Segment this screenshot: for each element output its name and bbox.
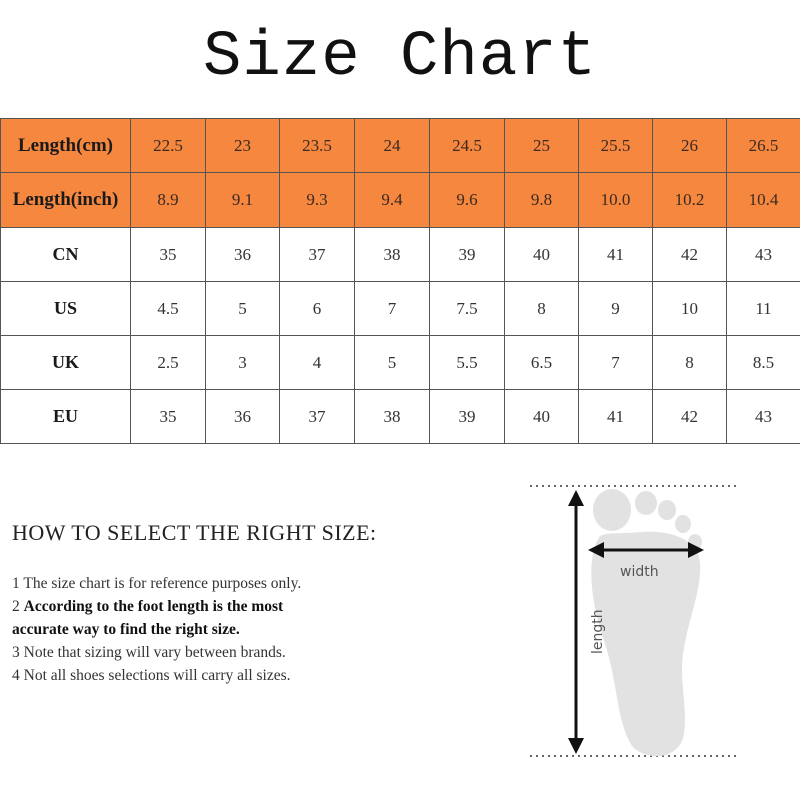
row-label: Length(cm) [1, 119, 131, 173]
size-cell: 37 [280, 228, 355, 282]
foot-measure-diagram [520, 476, 800, 766]
size-cell: 40 [505, 390, 579, 444]
width-label: width [620, 564, 659, 580]
size-cell: 5 [206, 282, 280, 336]
size-row-length-inch [1, 173, 800, 228]
size-cell: 7.5 [430, 282, 505, 336]
row-label: US [1, 282, 131, 336]
note-2-continued: accurate way to find the right size. [12, 621, 240, 638]
size-cell: 9.3 [280, 173, 355, 228]
size-row-eu [1, 390, 800, 444]
size-cell: 8.5 [727, 336, 800, 390]
foot-shape [591, 489, 702, 756]
note-2: 2 According to the foot length is the most [12, 598, 284, 615]
size-cell: 26 [653, 119, 727, 173]
size-cell: 25 [505, 119, 579, 173]
size-row-length-cm [1, 119, 800, 173]
size-chart-table [0, 118, 800, 444]
length-arrow [568, 490, 584, 754]
size-cell: 6.5 [505, 336, 579, 390]
size-cell: 5 [355, 336, 430, 390]
size-cell: 35 [131, 228, 206, 282]
size-row-cn [1, 228, 800, 282]
size-cell: 9.8 [505, 173, 579, 228]
size-cell: 25.5 [579, 119, 653, 173]
page-title: Size Chart [202, 22, 598, 94]
size-cell: 38 [355, 390, 430, 444]
size-cell: 4.5 [131, 282, 206, 336]
row-label: Length(inch) [1, 173, 131, 228]
foot-outline-icon [520, 476, 800, 766]
size-cell: 3 [206, 336, 280, 390]
size-cell: 10.2 [653, 173, 727, 228]
size-cell: 43 [727, 390, 800, 444]
size-cell: 8.9 [131, 173, 206, 228]
size-cell: 42 [653, 228, 727, 282]
size-cell: 8 [653, 336, 727, 390]
size-cell: 9.1 [206, 173, 280, 228]
size-cell: 26.5 [727, 119, 800, 173]
size-cell: 7 [579, 336, 653, 390]
size-cell: 2.5 [131, 336, 206, 390]
size-cell: 22.5 [131, 119, 206, 173]
size-cell: 43 [727, 228, 800, 282]
row-label: UK [1, 336, 131, 390]
size-cell: 9.4 [355, 173, 430, 228]
size-cell: 9 [579, 282, 653, 336]
size-cell: 36 [206, 390, 280, 444]
size-cell: 39 [430, 390, 505, 444]
howto-heading: HOW TO SELECT THE RIGHT SIZE: [12, 520, 377, 545]
size-cell: 40 [505, 228, 579, 282]
size-cell: 39 [430, 228, 505, 282]
size-cell: 41 [579, 228, 653, 282]
size-cell: 42 [653, 390, 727, 444]
size-cell: 37 [280, 390, 355, 444]
size-cell: 24 [355, 119, 430, 173]
size-cell: 36 [206, 228, 280, 282]
size-cell: 38 [355, 228, 430, 282]
size-cell: 8 [505, 282, 579, 336]
size-cell: 23.5 [280, 119, 355, 173]
size-cell: 9.6 [430, 173, 505, 228]
size-cell: 10 [653, 282, 727, 336]
size-cell: 11 [727, 282, 800, 336]
size-cell: 35 [131, 390, 206, 444]
length-label: length [590, 609, 606, 654]
size-cell: 10.0 [579, 173, 653, 228]
size-cell: 4 [280, 336, 355, 390]
size-cell: 41 [579, 390, 653, 444]
row-label: EU [1, 390, 131, 444]
note-3: 3 Note that sizing will vary between brands. [12, 644, 286, 661]
row-label: CN [1, 228, 131, 282]
size-cell: 7 [355, 282, 430, 336]
size-cell: 10.4 [727, 173, 800, 228]
size-row-uk [1, 336, 800, 390]
size-cell: 5.5 [430, 336, 505, 390]
size-cell: 24.5 [430, 119, 505, 173]
note-4: 4 Not all shoes selections will carry all sizes. [12, 667, 291, 684]
size-cell: 23 [206, 119, 280, 173]
size-cell: 6 [280, 282, 355, 336]
howto-notes [12, 572, 492, 687]
size-row-us [1, 282, 800, 336]
note-1: 1 The size chart is for reference purposes only. [12, 575, 302, 592]
